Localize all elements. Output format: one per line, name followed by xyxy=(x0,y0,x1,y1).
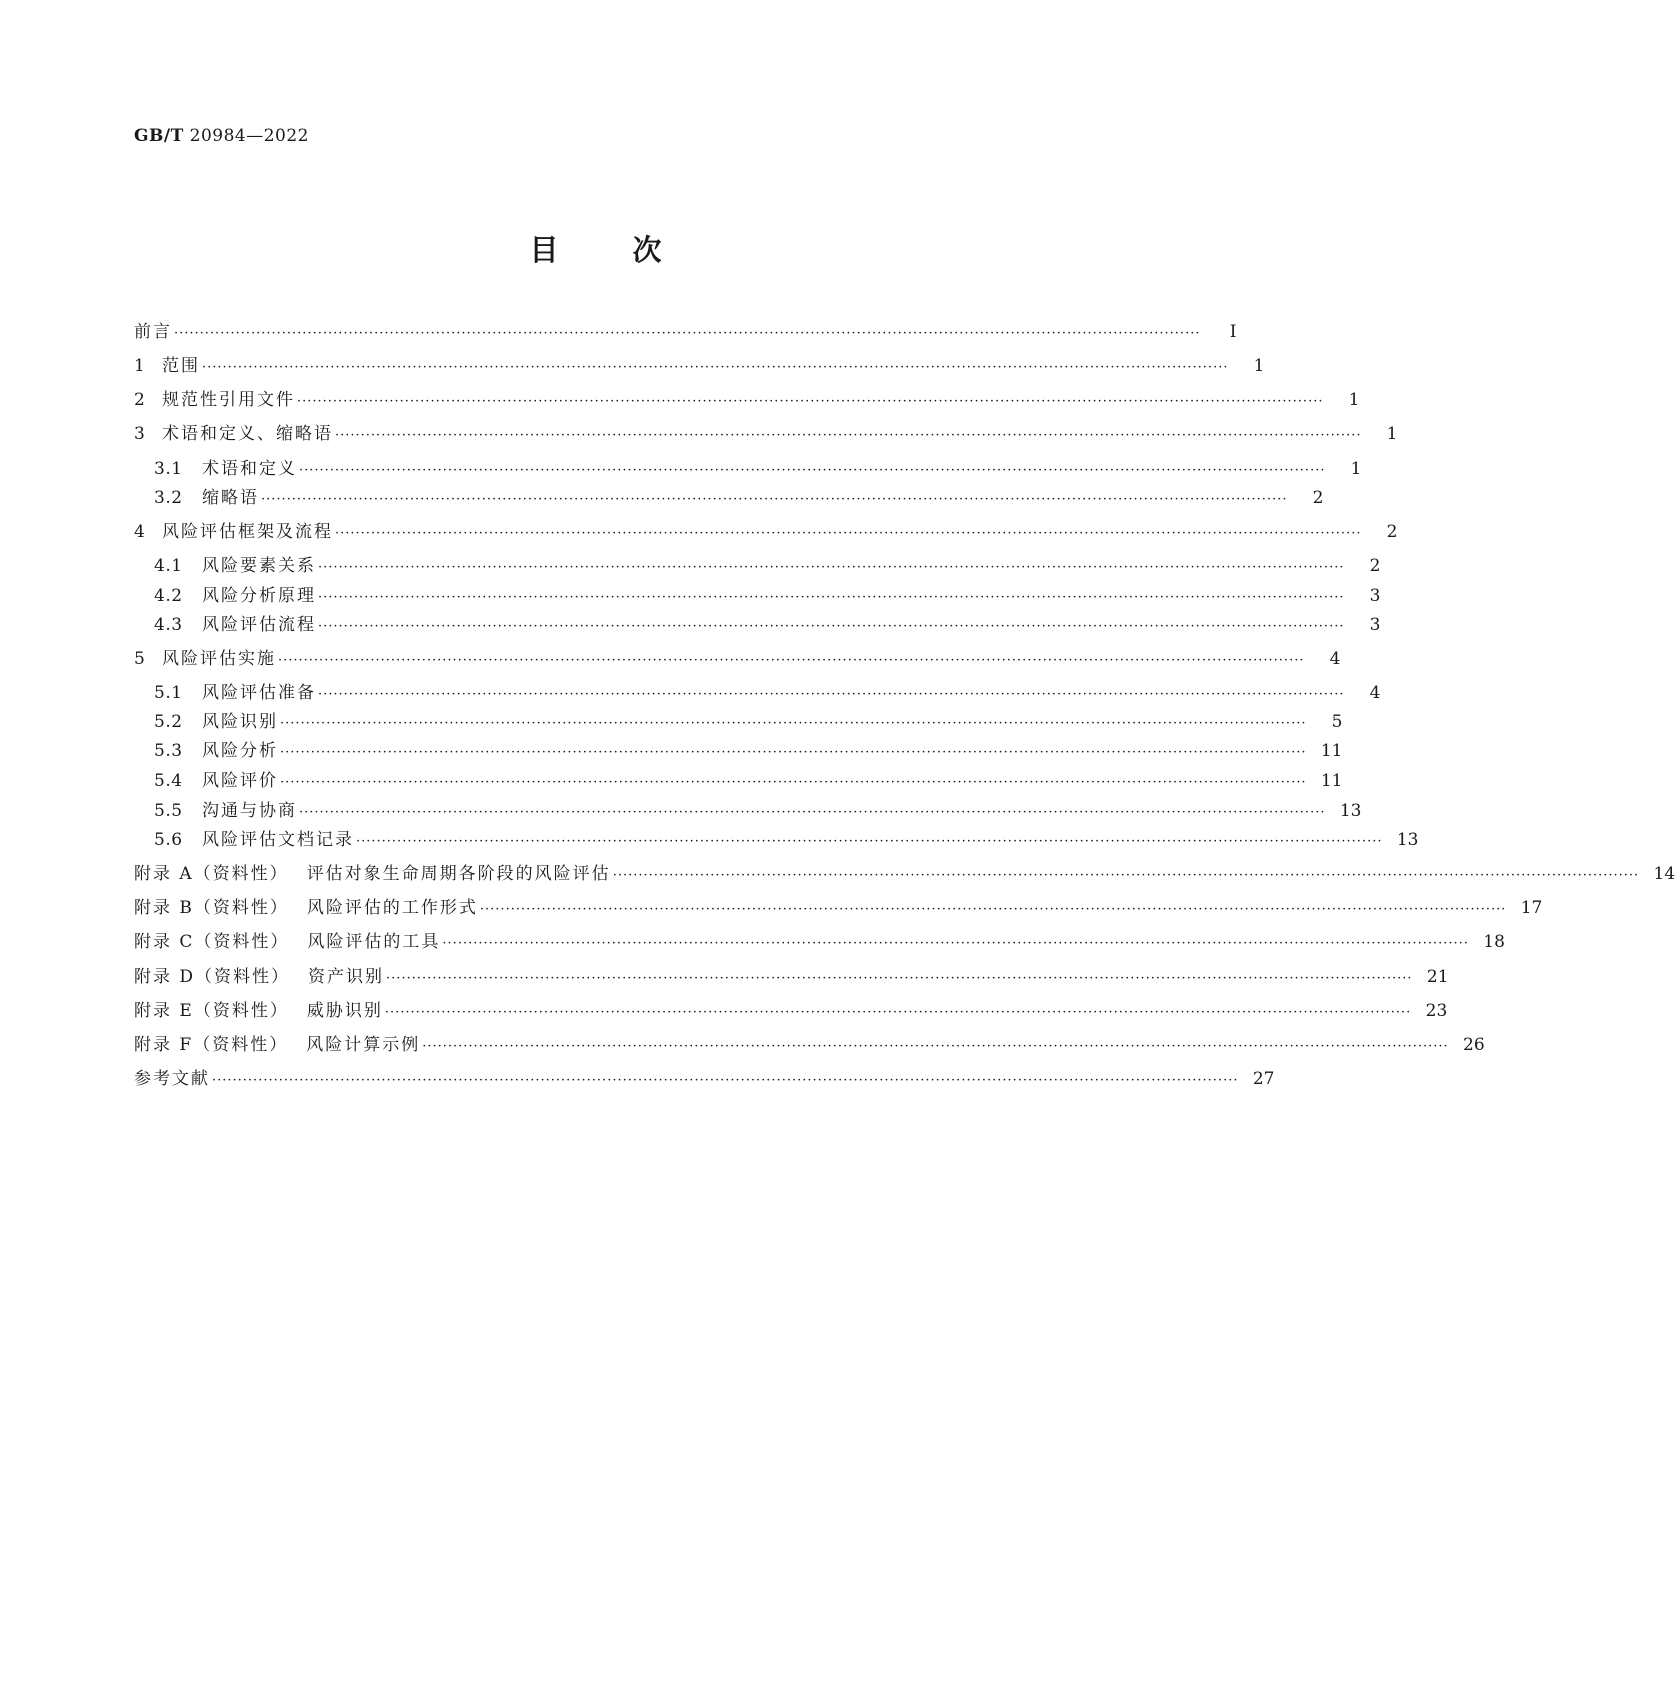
toc-entry[interactable] xyxy=(134,457,1362,481)
toc-entry[interactable] xyxy=(134,520,1398,544)
toc-title-left: 目 xyxy=(529,233,559,267)
toc-entry-label xyxy=(134,862,611,886)
toc-entry[interactable] xyxy=(134,999,1448,1023)
toc-entry-number: 3.1 xyxy=(154,459,183,479)
standard-number xyxy=(134,126,309,146)
toc-dot-leader: ········································································································································································································ xyxy=(422,1039,1449,1054)
toc-dot-leader: ········································································································································································································ xyxy=(318,619,1345,634)
toc-appendix-title: 风险计算示例 xyxy=(306,1035,421,1055)
toc-entry-page: 2 xyxy=(1369,556,1381,576)
toc-entry[interactable] xyxy=(134,486,1324,510)
toc-entry[interactable] xyxy=(134,862,1675,886)
toc-entry-number: 5.4 xyxy=(154,771,183,791)
toc-entry-label: 风险评价 xyxy=(202,771,278,791)
toc-entry[interactable] xyxy=(134,896,1543,920)
toc-entry-number: 4 xyxy=(134,522,146,542)
toc-entry-page: 2 xyxy=(1312,488,1324,508)
toc-appendix-label: 附录 E（资料性） xyxy=(134,1001,289,1021)
toc-entry-number: 3.2 xyxy=(154,488,183,508)
toc-dot-leader: ········································································································································································································ xyxy=(318,560,1345,575)
toc-entry-page: 1 xyxy=(1348,390,1360,410)
toc-entry-page: 26 xyxy=(1463,1035,1485,1055)
toc-entry-page: 3 xyxy=(1369,586,1381,606)
toc-entry-number: 1 xyxy=(134,356,146,376)
toc-dot-leader: ········································································································································································································ xyxy=(212,1073,1239,1088)
toc-entry[interactable] xyxy=(134,930,1505,954)
toc-entry-page: Ⅰ xyxy=(1229,322,1237,342)
toc-entry-label xyxy=(134,1033,420,1057)
toc-entry[interactable] xyxy=(134,1033,1485,1057)
toc-dot-leader: ········································································································································································································ xyxy=(202,360,1229,375)
toc-entry-page: 4 xyxy=(1329,649,1341,669)
toc-entry-page: 3 xyxy=(1369,615,1381,635)
toc-dot-leader: ········································································································································································································ xyxy=(261,492,1288,507)
toc-dot-leader: ········································································································································································································ xyxy=(442,936,1469,951)
toc-entry-label: 风险要素关系 xyxy=(202,556,316,576)
toc-entry-label: 术语和定义 xyxy=(202,459,297,479)
toc-entry-label: 缩略语 xyxy=(202,488,259,508)
toc-entry[interactable] xyxy=(134,354,1265,378)
toc-entry[interactable] xyxy=(134,554,1381,578)
toc-dot-leader: ········································································································································································································ xyxy=(280,775,1307,790)
toc-appendix-label: 附录 B（资料性） xyxy=(134,898,289,918)
toc-dot-leader: ········································································································································································································ xyxy=(318,590,1345,605)
toc-dot-leader: ········································································································································································································ xyxy=(299,805,1326,820)
toc-dot-leader: ········································································································································································································ xyxy=(278,653,1305,668)
toc-entry-number: 5 xyxy=(134,649,146,669)
toc-entry[interactable] xyxy=(134,584,1381,608)
toc-entry-label: 术语和定义、缩略语 xyxy=(162,424,333,444)
toc-entry-label xyxy=(134,999,383,1023)
toc-entry[interactable] xyxy=(134,710,1343,734)
toc-entry[interactable] xyxy=(134,828,1419,852)
toc-entry-label: 参考文献 xyxy=(134,1069,210,1089)
toc-entry-label: 风险评估实施 xyxy=(162,649,276,669)
toc-dot-leader: ········································································································································································································ xyxy=(335,428,1362,443)
toc-entry[interactable] xyxy=(134,769,1343,793)
toc-entry-label: 风险识别 xyxy=(202,712,278,732)
toc-entry-label: 前言 xyxy=(134,322,172,342)
toc-entry-page: 11 xyxy=(1320,741,1343,761)
toc-entry-label: 风险评估准备 xyxy=(202,683,316,703)
toc-entry-label: 风险评估文档记录 xyxy=(202,830,354,850)
toc-entry-page: 11 xyxy=(1320,771,1343,791)
toc-entry[interactable] xyxy=(134,739,1343,763)
toc-entry-label: 风险评估框架及流程 xyxy=(162,522,333,542)
standard-prefix: GB/T xyxy=(134,126,184,146)
toc-appendix-label: 附录 D（资料性） xyxy=(134,967,291,987)
toc-entry-label: 范围 xyxy=(162,356,200,376)
toc-entry-page: 4 xyxy=(1369,683,1381,703)
toc-appendix-label: 附录 F（资料性） xyxy=(134,1035,289,1055)
toc-entry-label xyxy=(134,965,384,989)
toc-appendix-label: 附录 C（资料性） xyxy=(134,932,290,952)
toc-entry[interactable] xyxy=(134,799,1362,823)
toc-entry-page: 1 xyxy=(1253,356,1265,376)
toc-dot-leader: ········································································································································································································ xyxy=(386,971,1413,986)
toc-appendix-title: 威胁识别 xyxy=(306,1001,383,1021)
toc-entry-page: 18 xyxy=(1483,932,1505,952)
toc-entry-label: 风险分析原理 xyxy=(202,586,316,606)
toc-entry-number: 5.2 xyxy=(154,712,183,732)
toc-appendix-title: 资产识别 xyxy=(308,967,385,987)
toc-entry-number: 4.3 xyxy=(154,615,183,635)
toc-entry-number: 5.5 xyxy=(154,801,183,821)
toc-entry-number: 4.2 xyxy=(154,586,183,606)
toc-entry[interactable] xyxy=(134,681,1381,705)
toc-entry-label: 规范性引用文件 xyxy=(162,390,295,410)
standard-code: 20984—2022 xyxy=(189,126,309,146)
toc-dot-leader: ········································································································································································································ xyxy=(297,394,1324,409)
toc-entry[interactable] xyxy=(134,388,1360,412)
toc-entry-page: 5 xyxy=(1331,712,1343,732)
toc-entry[interactable] xyxy=(134,422,1398,446)
toc-entry[interactable] xyxy=(134,1067,1275,1091)
toc-entry-label: 风险分析 xyxy=(202,741,278,761)
toc-dot-leader: ········································································································································································································ xyxy=(612,868,1640,883)
toc-entry-label: 风险评估流程 xyxy=(202,615,316,635)
toc-dot-leader: ········································································································································································································ xyxy=(280,716,1307,731)
toc-entry-label: 沟通与协商 xyxy=(202,801,297,821)
toc-entry-number: 5.1 xyxy=(154,683,183,703)
toc-title xyxy=(0,228,1191,269)
toc-appendix-label: 附录 A（资料性） xyxy=(134,864,289,884)
toc-entry-page: 2 xyxy=(1386,522,1398,542)
toc-title-right: 次 xyxy=(632,233,662,267)
toc-entry-page: 13 xyxy=(1339,801,1362,821)
toc-entry-number: 3 xyxy=(134,424,146,444)
toc-dot-leader: ········································································································································································································ xyxy=(174,326,1201,341)
toc-entry-number: 5.3 xyxy=(154,741,183,761)
toc-dot-leader: ········································································································································································································ xyxy=(299,463,1326,478)
toc-entry-page: 1 xyxy=(1350,459,1362,479)
toc-appendix-title: 风险评估的工作形式 xyxy=(306,898,478,918)
toc-entry-label xyxy=(134,896,478,920)
toc-dot-leader: ········································································································································································································ xyxy=(318,687,1345,702)
toc-entry-page: 1 xyxy=(1386,424,1398,444)
toc-entry-page: 27 xyxy=(1252,1069,1275,1089)
toc-dot-leader: ········································································································································································································ xyxy=(356,834,1383,849)
toc-dot-leader: ········································································································································································································ xyxy=(335,526,1362,541)
toc-entry-label xyxy=(134,930,440,954)
toc-entry[interactable] xyxy=(134,965,1449,989)
toc-entry-number: 4.1 xyxy=(154,556,183,576)
toc-entry-number: 5.6 xyxy=(154,830,183,850)
toc-entry-page: 21 xyxy=(1426,967,1449,987)
toc-dot-leader: ········································································································································································································ xyxy=(384,1005,1412,1020)
toc-dot-leader: ········································································································································································································ xyxy=(280,745,1307,760)
toc-entry-page: 13 xyxy=(1396,830,1419,850)
toc-entry[interactable] xyxy=(134,613,1381,637)
toc-appendix-title: 评估对象生命周期各阶段的风险评估 xyxy=(306,864,611,884)
toc-appendix-title: 风险评估的工具 xyxy=(307,932,441,952)
toc-entry[interactable] xyxy=(134,320,1237,344)
toc-entry-page: 23 xyxy=(1425,1001,1448,1021)
toc-entry-page: 14 xyxy=(1653,864,1675,884)
toc-entry-number: 2 xyxy=(134,390,146,410)
toc-entry[interactable] xyxy=(134,647,1341,671)
toc-entry-page: 17 xyxy=(1520,898,1543,918)
toc-dot-leader: ········································································································································································································ xyxy=(479,902,1507,917)
